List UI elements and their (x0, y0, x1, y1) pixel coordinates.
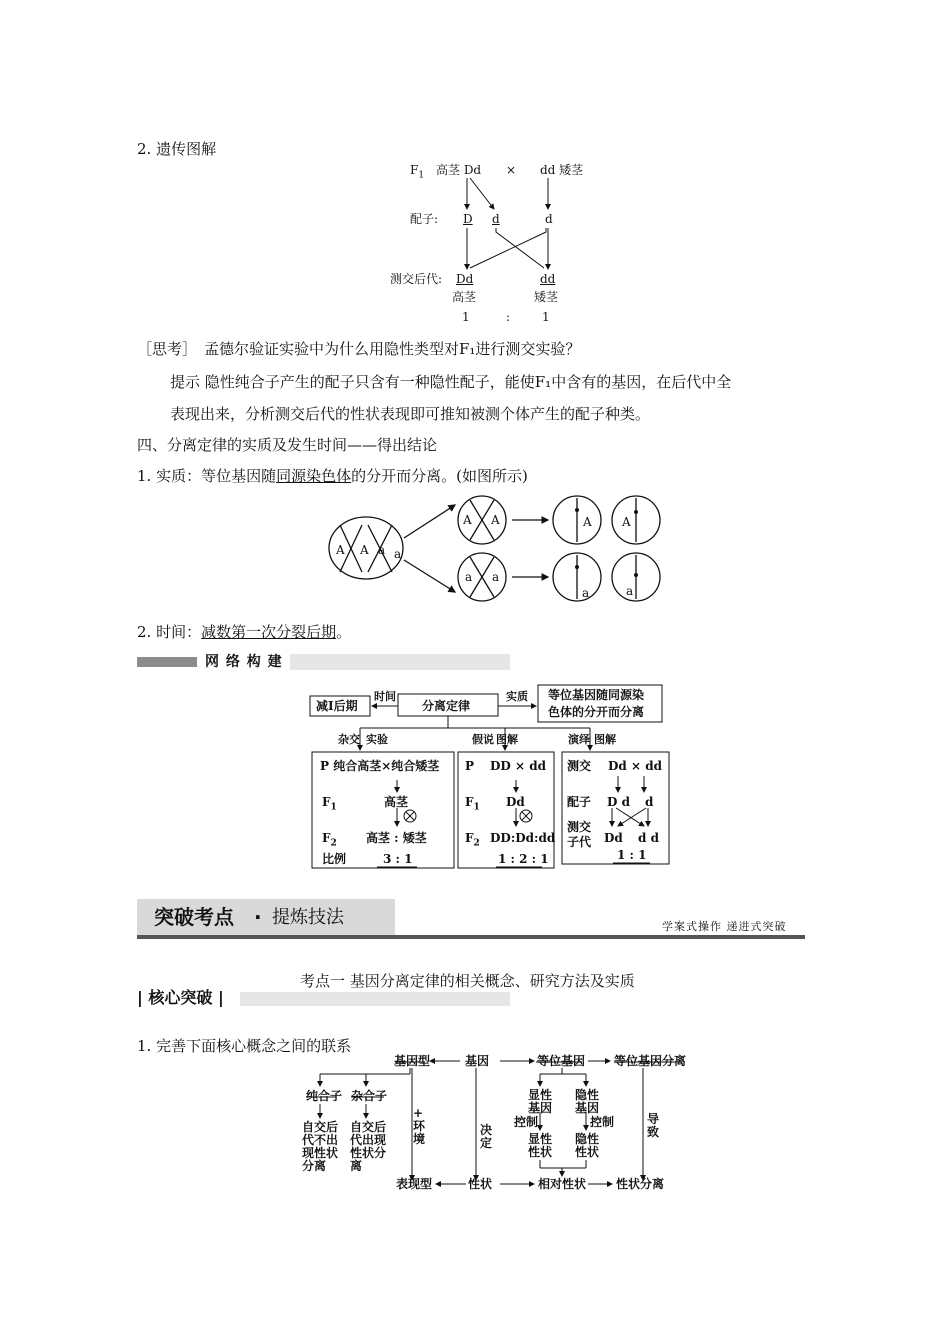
box1-ratio-label: 比例 (322, 852, 347, 866)
offspring-Dd: Dd (456, 272, 474, 286)
breakthrough-subtitle: 提炼技法 (272, 907, 344, 928)
diagram-tag-1: 图解 (496, 733, 518, 746)
cross-tag: 杂交 (338, 733, 360, 746)
genotype-node: 基因型 (394, 1054, 431, 1068)
gene-node: 基因 (465, 1054, 490, 1068)
heterozygote-node: 杂合子 (351, 1089, 388, 1103)
cellaa-a1: a (465, 570, 473, 584)
box2-f2-label: $F_2$ (465, 831, 480, 849)
offspring-short: 矮茎 (534, 290, 559, 304)
dominant-trait-2: 性状 (528, 1145, 553, 1159)
box3-offspring-2: d d (638, 831, 659, 845)
ratio-2: 1 (542, 310, 550, 324)
gamete-label: 配子: (410, 212, 439, 226)
ratio-colon: : (506, 310, 511, 324)
box1-parents: P 纯合高茎×纯合矮茎 (320, 759, 440, 773)
hetero-desc-2: 代出现 (350, 1133, 387, 1147)
env-char-2: 境 (413, 1132, 426, 1146)
dominant-gene-2: 基因 (528, 1101, 553, 1115)
recessive-trait-1: 隐性 (575, 1132, 600, 1146)
allele-a-2: a (394, 547, 402, 561)
allele-separation-node: 等位基因分离 (614, 1054, 687, 1068)
section-heading-genetic-diagram: 2. 遗传图解 (137, 140, 217, 158)
trait-separation-node: 性状分离 (616, 1177, 665, 1191)
relative-trait-node: 相对性状 (538, 1177, 587, 1191)
cross-symbol: × (506, 163, 517, 177)
box2-p-label: P (465, 759, 475, 773)
hetero-desc-4: 离 (350, 1159, 363, 1173)
hint-line-1: 提示 隐性纯合子产生的配子只含有一种隐性配子，能使F₁中含有的基因，在后代中全 (170, 373, 732, 391)
lead-char-1: 导 (647, 1112, 660, 1126)
box1-f1-label: $F_1$ (322, 795, 337, 813)
homo-desc-3: 现性状 (302, 1146, 339, 1160)
box3-offspring-1: Dd (604, 831, 623, 845)
box3-gamete-2: d (645, 795, 654, 809)
deduction-tag: 演绎 (568, 733, 590, 746)
phenotype-node: 表现型 (396, 1177, 433, 1191)
box3-gamete-1: D d (607, 795, 630, 809)
box3-testcross-value: Dd × dd (608, 759, 662, 773)
allele-A-1: A (336, 543, 345, 557)
dominant-gene-1: 显性 (528, 1088, 553, 1102)
think-question: 孟德尔验证实验中为什么用隐性类型对F₁进行测交实验？ (204, 340, 581, 358)
cellaa-a2: a (492, 570, 500, 584)
parent2-label: dd 矮茎 (540, 163, 584, 177)
experiment-tag: 实验 (366, 733, 388, 746)
box2-f1-label: $F_1$ (465, 795, 480, 813)
box3-ratio: 1 : 1 (617, 848, 647, 862)
homo-desc-4: 分离 (302, 1159, 327, 1173)
key-point-one: 考点一 基因分离定律的相关概念、研究方法及实质 (300, 972, 635, 990)
time-line: 2. 时间：减数第一次分裂后期。 (137, 623, 352, 641)
breakthrough-right: 学案式操作 递进式突破 (662, 920, 787, 933)
gamete-D: D (463, 212, 473, 226)
box2-parents: DD × dd (490, 759, 547, 773)
trait-node: 性状 (468, 1177, 493, 1191)
box3-gamete-label: 配子 (567, 795, 592, 809)
breakthrough-dot: · (254, 905, 262, 929)
homo-desc-2: 代不出 (302, 1133, 339, 1147)
f1-label: $F_1$ (410, 163, 425, 181)
control-label-1: 控制 (514, 1115, 539, 1129)
control-label-2: 控制 (590, 1115, 615, 1129)
box1-f1-value: 高茎 (384, 795, 409, 809)
hetero-desc-3: 性状分 (350, 1146, 387, 1160)
cellAA-A1: A (463, 513, 472, 527)
hetero-desc-1: 自交后 (350, 1120, 387, 1134)
think-label: ［思考］ (137, 340, 198, 358)
parent1-label: 高茎 Dd (436, 163, 482, 177)
lead-char-2: 致 (647, 1125, 660, 1139)
box2-f1-value: Dd (506, 795, 525, 809)
time-tag: 时间 (374, 690, 396, 703)
diagram-tag-2: 图解 (594, 733, 616, 746)
recessive-gene-1: 隐性 (575, 1088, 600, 1102)
offspring-tall: 高茎 (452, 290, 477, 304)
gamete-d: d (492, 212, 500, 226)
gamete-d-2: d (545, 212, 553, 226)
daughter-a2-label: a (626, 584, 634, 598)
perfect-line: 1. 完善下面核心概念之间的联系 (137, 1037, 352, 1055)
ratio-1: 1 (462, 310, 470, 324)
essence-line-1: 等位基因随同源染 (548, 688, 645, 702)
core-title: | 核心突破 | (137, 988, 224, 1007)
box1-ratio: 3 : 1 (383, 852, 413, 866)
hypothesis-tag: 假说 (472, 733, 494, 746)
box2-ratio: 1 : 2 : 1 (498, 852, 549, 866)
cellAA-A2: A (491, 513, 500, 527)
decide-char-1: 决 (480, 1123, 493, 1137)
homo-desc-1: 自交后 (302, 1120, 339, 1134)
essence-line-2: 色体的分开而分离 (548, 705, 645, 719)
daughter-a1-label: a (582, 586, 590, 600)
homozygote-node: 纯合子 (306, 1089, 343, 1103)
recessive-gene-2: 基因 (575, 1101, 600, 1115)
essence-tag: 实质 (506, 690, 528, 703)
daughter-A2-label: A (622, 515, 631, 529)
decide-char-2: 定 (480, 1136, 493, 1150)
allele-node: 等位基因 (537, 1054, 586, 1068)
network-title: 网 络 构 建 (205, 654, 283, 670)
section-four-heading: 四、分离定律的实质及发生时间——得出结论 (137, 436, 438, 454)
box1-f2-label: $F_2$ (322, 831, 337, 849)
offspring-dd: dd (540, 272, 556, 286)
box3-offspring-label-2: 子代 (567, 835, 592, 849)
box1-f2-value: 高茎 : 矮茎 (366, 831, 427, 845)
allele-A-2: A (360, 543, 369, 557)
box3-testcross-label: 测交 (567, 759, 592, 773)
recessive-trait-2: 性状 (575, 1145, 600, 1159)
env-plus: + (413, 1106, 424, 1120)
env-char-1: 环 (413, 1119, 426, 1133)
box3-offspring-label-1: 测交 (567, 820, 592, 834)
hint-line-2: 表现出来，分析测交后代的性状表现即可推知被测个体产生的配子种类。 (170, 405, 651, 423)
offspring-label: 测交后代: (390, 272, 443, 286)
phase-label: 减Ⅰ后期 (316, 699, 358, 713)
allele-a-1: a (378, 543, 386, 557)
daughter-A1-label: A (583, 515, 592, 529)
essence-line: 1. 实质：等位基因随同源染色体的分开而分离。(如图所示) (137, 467, 528, 485)
box2-f2-value: DD:Dd:dd (490, 831, 556, 845)
dominant-trait-1: 显性 (528, 1132, 553, 1146)
breakthrough-title: 突破考点 (154, 905, 234, 929)
law-label: 分离定律 (422, 699, 471, 713)
